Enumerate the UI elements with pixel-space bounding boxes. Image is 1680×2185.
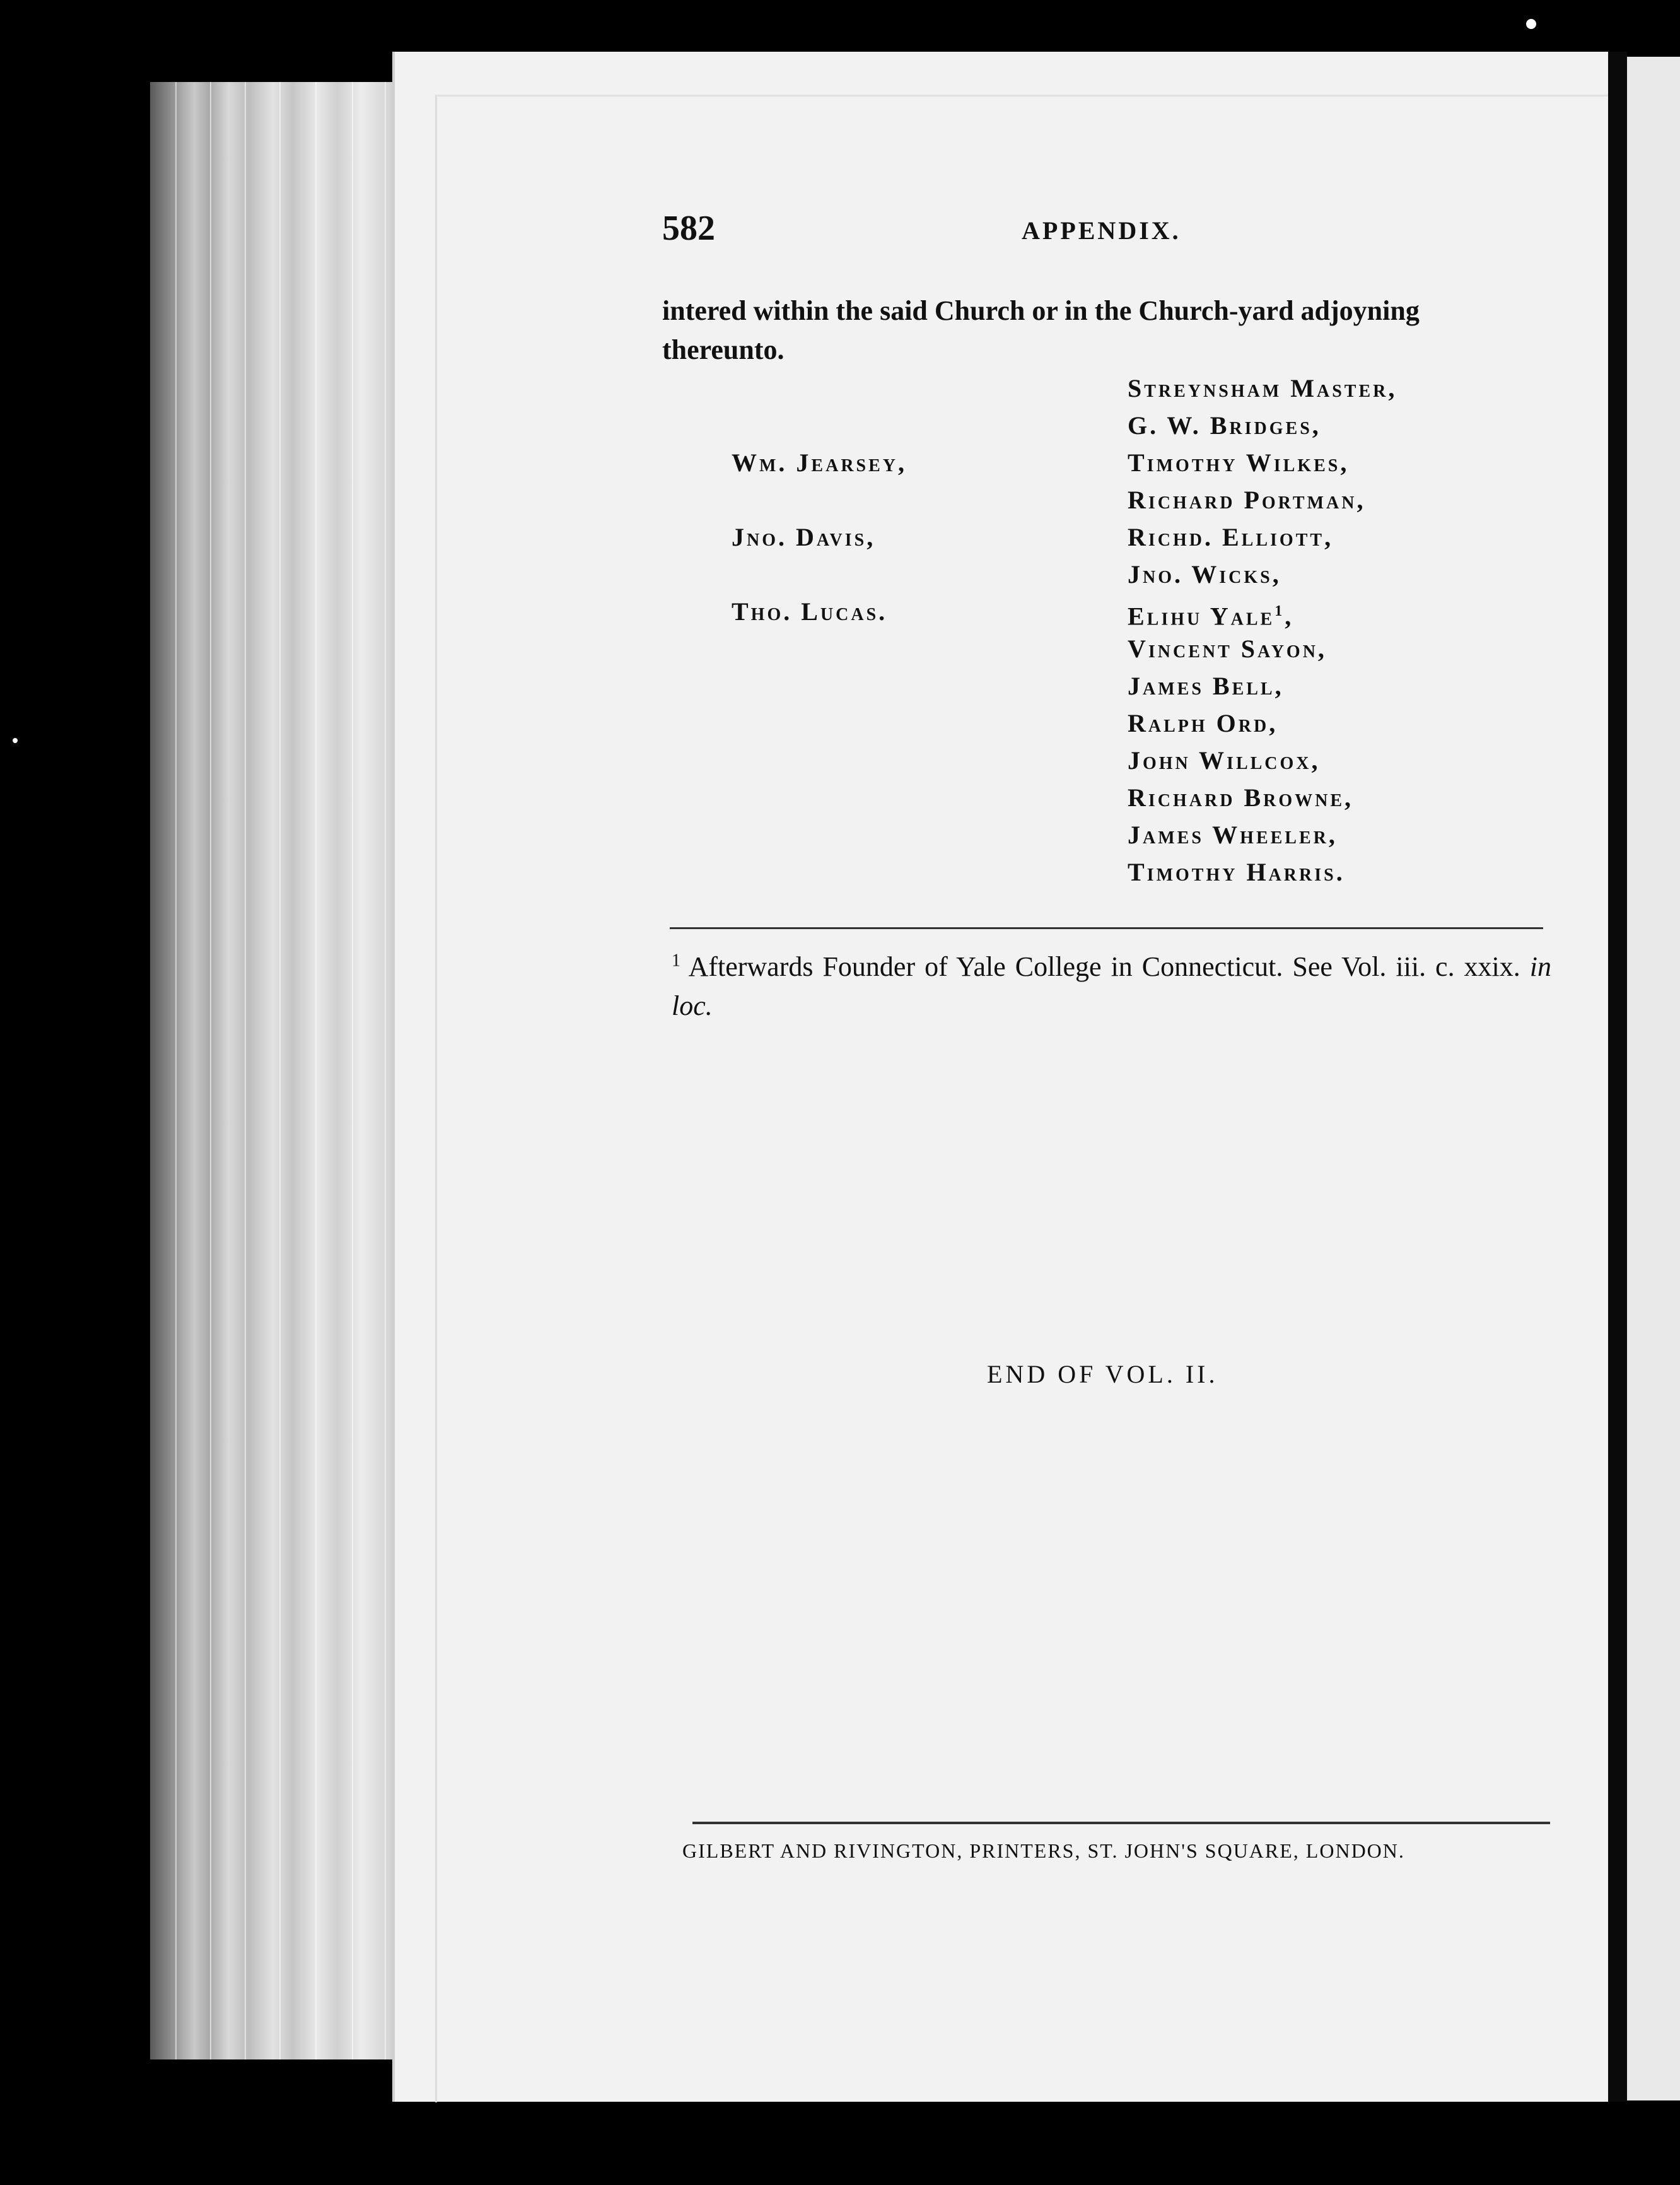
main-text-block [662,208,1542,906]
body-line: thereunto. [662,334,785,365]
signature-list [662,370,1542,906]
book-page-edges [150,82,396,2059]
signatures-left-column [732,444,907,630]
signature-name: James Wheeler, [1128,821,1338,849]
scan-speck [1526,19,1536,29]
footnote-text: Afterwards Founder of Yale College in Connecticut. See Vol. iii. c. xxix. [688,951,1520,982]
signature-name: John Willcox, [1128,746,1321,775]
signature-name: Jno. Davis, [732,523,876,551]
signatures-right-column [1128,370,1397,891]
signature-name: Timothy Harris. [1128,858,1345,886]
body-paragraph [662,291,1542,370]
page-number: 582 [662,209,715,248]
body-line: intered within the said Church or in the Church-yard adjoyning [662,295,1420,326]
signature-name: Richard Browne, [1128,783,1354,812]
printer-imprint: GILBERT AND RIVINGTON, PRINTERS, ST. JOHN'S SQUARE, LONDON. [682,1839,1405,1862]
footnote-reference: 1 [1275,603,1285,619]
end-of-volume-note: END OF VOL. II. [987,1360,1218,1388]
facing-page-edge [1627,57,1680,2100]
signature-name: Wm. Jearsey, [732,448,907,477]
signature-name: Richard Portman, [1128,486,1366,514]
footnote-citation: in loc. [672,951,1552,1021]
signature-name: G. W. Bridges, [1128,411,1321,440]
signature-name: Tho. Lucas. [732,597,888,626]
signature-name: Timothy Wilkes, [1128,448,1350,477]
signature-name-with-note [1128,593,1397,630]
footnote [672,947,1551,1026]
signature-name: Jno. Wicks, [1128,560,1281,589]
page-gutter [1608,52,1627,2102]
imprint-rule [692,1822,1550,1824]
signature-name: Ralph Ord, [1128,709,1278,737]
signature-name: Richd. Elliott, [1128,523,1334,551]
running-head [662,208,1542,252]
scan-speck [13,738,18,743]
footnote-rule [670,927,1543,929]
signature-name: Streynsham Master, [1128,374,1397,402]
signature-punctuation: , [1285,602,1294,631]
signature-name: Elihu Yale [1128,602,1275,631]
running-title: APPENDIX. [1022,216,1181,245]
footnote-mark: 1 [672,951,680,971]
signature-name: James Bell, [1128,672,1284,700]
signature-name: Vincent Sayon, [1128,635,1327,663]
